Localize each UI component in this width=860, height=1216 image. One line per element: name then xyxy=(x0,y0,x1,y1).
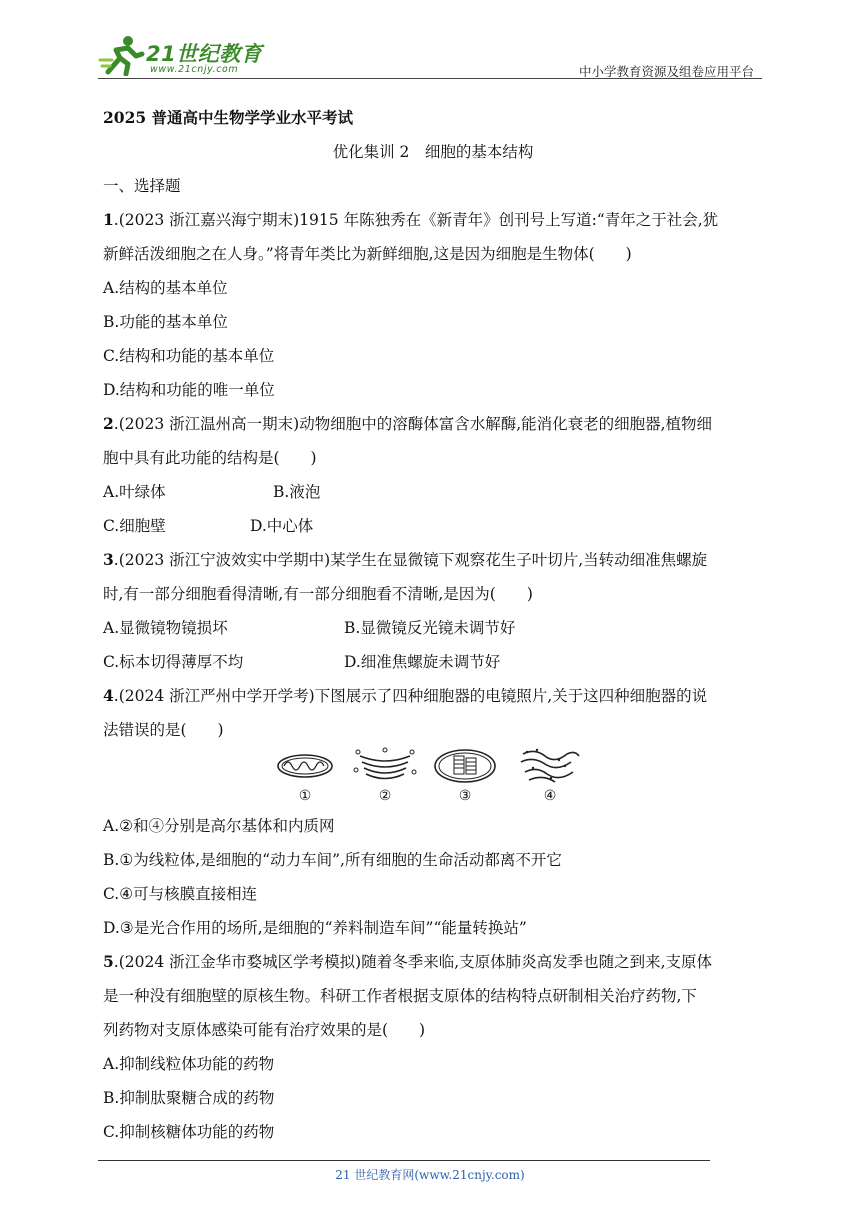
organelle-figure xyxy=(270,746,590,806)
document-subtitle: 优化集训 2 细胞的基本结构 xyxy=(332,143,534,161)
question-text: .(2024 浙江严州中学开学考)下图展示了四种细胞器的电镜照片,关于这四种细胞器的说 xyxy=(113,687,708,705)
option-d: D.中心体 xyxy=(250,517,314,535)
question-text: .(2024 浙江金华市婺城区学考模拟)随着冬季来临,支原体肺炎高发季也随之到来,支原体 xyxy=(113,953,713,971)
question-text: .(2023 浙江宁波效实中学期中)某学生在显微镜下观察花生子叶切片,当转动细准焦螺旋 xyxy=(113,551,708,569)
figure-label-1: ① xyxy=(298,788,312,804)
footer-divider xyxy=(98,1160,710,1161)
question-3-line-1 xyxy=(103,548,707,570)
option-a: A.叶绿体 xyxy=(103,483,166,501)
option-d: D.结构和功能的唯一单位 xyxy=(103,381,275,399)
option-a: A.结构的基本单位 xyxy=(103,279,228,297)
question-number: 1 xyxy=(103,210,114,229)
runner-logo-icon xyxy=(98,34,146,76)
golgi-apparatus-icon xyxy=(350,746,420,786)
logo-url: www.21cnjy.com xyxy=(150,64,239,75)
option-d: D.③是光合作用的场所,是细胞的“养料制造车间”“能量转换站” xyxy=(103,919,527,937)
question-3-line-2: 时,有一部分细胞看得清晰,有一部分细胞看不清晰,是因为( ) xyxy=(103,585,533,603)
option-b: B.显微镜反光镜未调节好 xyxy=(344,619,516,637)
option-c: C.结构和功能的基本单位 xyxy=(103,347,275,365)
header-divider xyxy=(98,78,762,79)
question-number: 4 xyxy=(103,686,114,705)
option-a: A.②和④分别是高尔基体和内质网 xyxy=(103,817,335,835)
section-heading: 一、选择题 xyxy=(103,177,181,195)
option-b: B.抑制肽聚糖合成的药物 xyxy=(103,1089,275,1107)
option-c: C.抑制核糖体功能的药物 xyxy=(103,1123,275,1141)
option-a: A.抑制线粒体功能的药物 xyxy=(103,1055,275,1073)
question-text: .(2023 浙江温州高一期末)动物细胞中的溶酶体富含水解酶,能消化衰老的细胞器,植物细 xyxy=(113,415,713,433)
endoplasmic-reticulum-icon xyxy=(515,746,585,786)
option-b: B.功能的基本单位 xyxy=(103,313,228,331)
question-5-line-1 xyxy=(103,950,712,972)
mitochondrion-icon xyxy=(270,746,340,786)
page-header xyxy=(98,30,762,80)
question-4-line-2: 法错误的是( ) xyxy=(103,721,224,739)
question-number: 3 xyxy=(103,550,114,569)
option-a: A.显微镜物镜损坏 xyxy=(103,619,228,637)
option-b: B.①为线粒体,是细胞的“动力车间”,所有细胞的生命活动都离不开它 xyxy=(103,851,562,869)
question-5-line-2: 是一种没有细胞壁的原核生物。科研工作者根据支原体的结构特点研制相关治疗药物,下 xyxy=(103,987,697,1005)
question-4-line-1 xyxy=(103,684,707,706)
option-d: D.细准焦螺旋未调节好 xyxy=(344,653,501,671)
figure-label-3: ③ xyxy=(458,788,472,804)
question-text: .(2023 浙江嘉兴海宁期末)1915 年陈独秀在《新青年》创刊号上写道:“青年之于社会,犹 xyxy=(113,211,719,229)
question-1-line-2: 新鲜活泼细胞之在人身。”将青年类比为新鲜细胞,这是因为细胞是生物体( ) xyxy=(103,245,632,263)
question-1-line-1 xyxy=(103,208,718,230)
figure-label-4: ④ xyxy=(543,788,557,804)
question-2-line-1 xyxy=(103,412,712,434)
chloroplast-icon xyxy=(430,746,500,786)
site-logo xyxy=(98,34,263,76)
option-c: C.④可与核膜直接相连 xyxy=(103,885,258,903)
option-c: C.标本切得薄厚不均 xyxy=(103,653,244,671)
figure-label-2: ② xyxy=(378,788,392,804)
document-title: 2025 普通高中生物学学业水平考试 xyxy=(103,108,354,127)
footer-link[interactable]: 21 世纪教育网(www.21cnjy.com) xyxy=(335,1168,525,1182)
question-number: 2 xyxy=(103,414,114,433)
question-2-line-2: 胞中具有此功能的结构是( ) xyxy=(103,449,317,467)
option-b: B.液泡 xyxy=(273,483,321,501)
question-number: 5 xyxy=(103,952,114,971)
question-5-line-3: 列药物对支原体感染可能有治疗效果的是( ) xyxy=(103,1021,426,1039)
platform-name: 中小学教育资源及组卷应用平台 xyxy=(578,64,754,79)
option-c: C.细胞壁 xyxy=(103,517,166,535)
logo-text: 21世纪教育 xyxy=(146,42,263,66)
